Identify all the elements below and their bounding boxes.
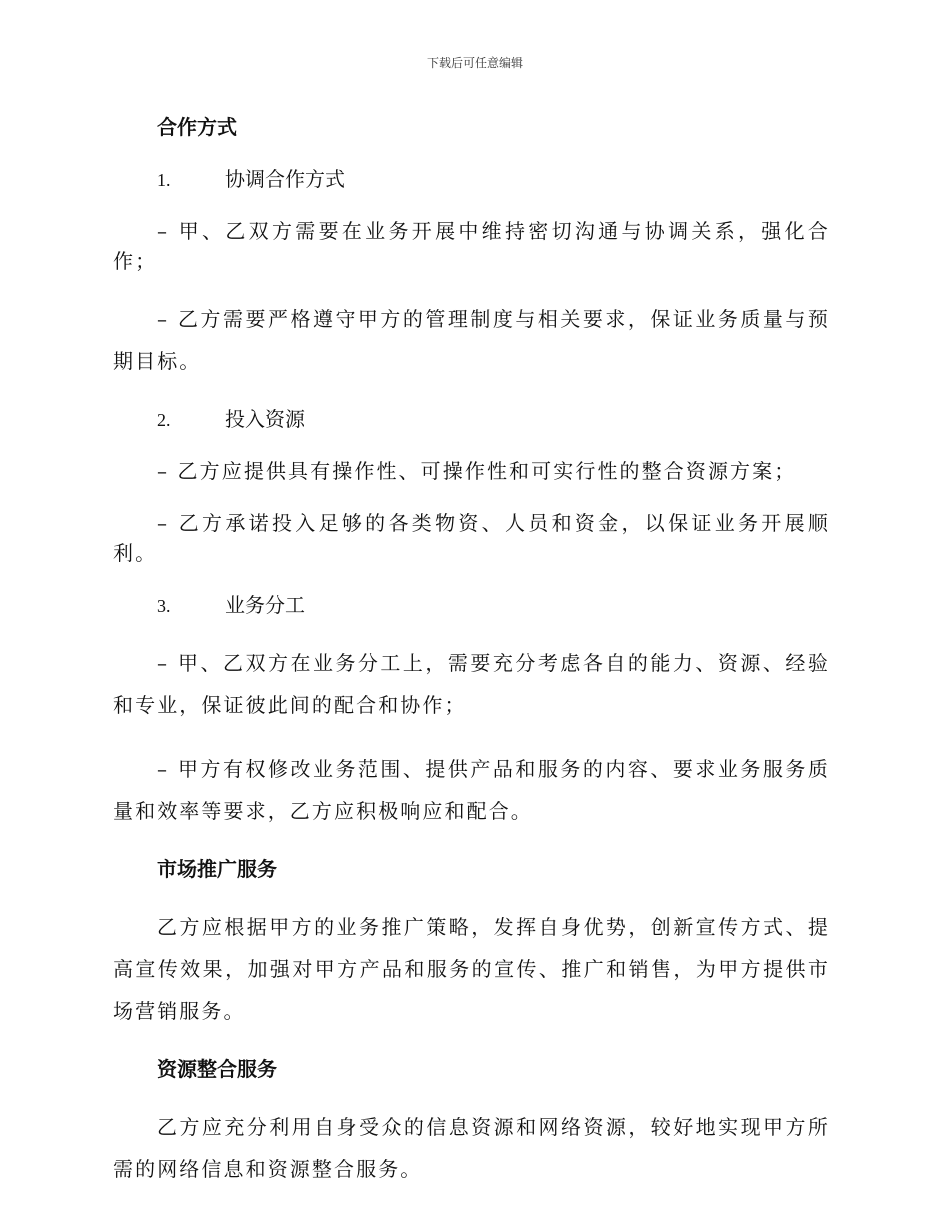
item-title: 业务分工 xyxy=(225,593,305,617)
numbered-item-1 xyxy=(113,164,830,194)
section-title-cooperation: 合作方式 xyxy=(157,115,237,139)
item-title: 协调合作方式 xyxy=(225,167,345,191)
bullet-paragraph: – 乙方应提供具有操作性、可操作性和可实行性的整合资源方案； xyxy=(157,459,797,483)
numbered-item-3 xyxy=(113,590,830,620)
bullet-paragraph: – 甲、乙双方需要在业务开展中维持密切沟通与协调关系，强化合作； xyxy=(113,219,830,273)
section-title-resources: 资源整合服务 xyxy=(157,1057,277,1081)
body-paragraph: 乙方应根据甲方的业务推广策略，发挥自身优势，创新宣传方式、提高宣传效果，加强对甲方产品和服务的宣传、推广和销售，为甲方提供市场营销服务。 xyxy=(113,915,830,1023)
item-number: 1. xyxy=(157,170,171,190)
page-header: 下载后可任意编辑 xyxy=(426,56,523,70)
numbered-item-2 xyxy=(113,404,830,434)
body-paragraph: 乙方应充分利用自身受众的信息资源和网络资源，较好地实现甲方所需的网络信息和资源整合服务。 xyxy=(113,1115,830,1181)
document-body xyxy=(113,112,830,1212)
item-number: 3. xyxy=(157,596,171,616)
bullet-paragraph: – 甲、乙双方在业务分工上，需要充分考虑各自的能力、资源、经验和专业，保证彼此间的配合和协作； xyxy=(113,651,830,717)
bullet-paragraph: – 乙方需要严格遵守甲方的管理制度与相关要求，保证业务质量与预期目标。 xyxy=(113,307,830,373)
bullet-paragraph: – 乙方承诺投入足够的各类物资、人员和资金，以保证业务开展顺利。 xyxy=(113,511,830,565)
item-number: 2. xyxy=(157,410,171,430)
bullet-paragraph: – 甲方有权修改业务范围、提供产品和服务的内容、要求业务服务质量和效率等要求，乙方应积极响应和配合。 xyxy=(113,757,830,823)
item-title: 投入资源 xyxy=(225,407,305,431)
section-title-marketing: 市场推广服务 xyxy=(157,857,277,881)
